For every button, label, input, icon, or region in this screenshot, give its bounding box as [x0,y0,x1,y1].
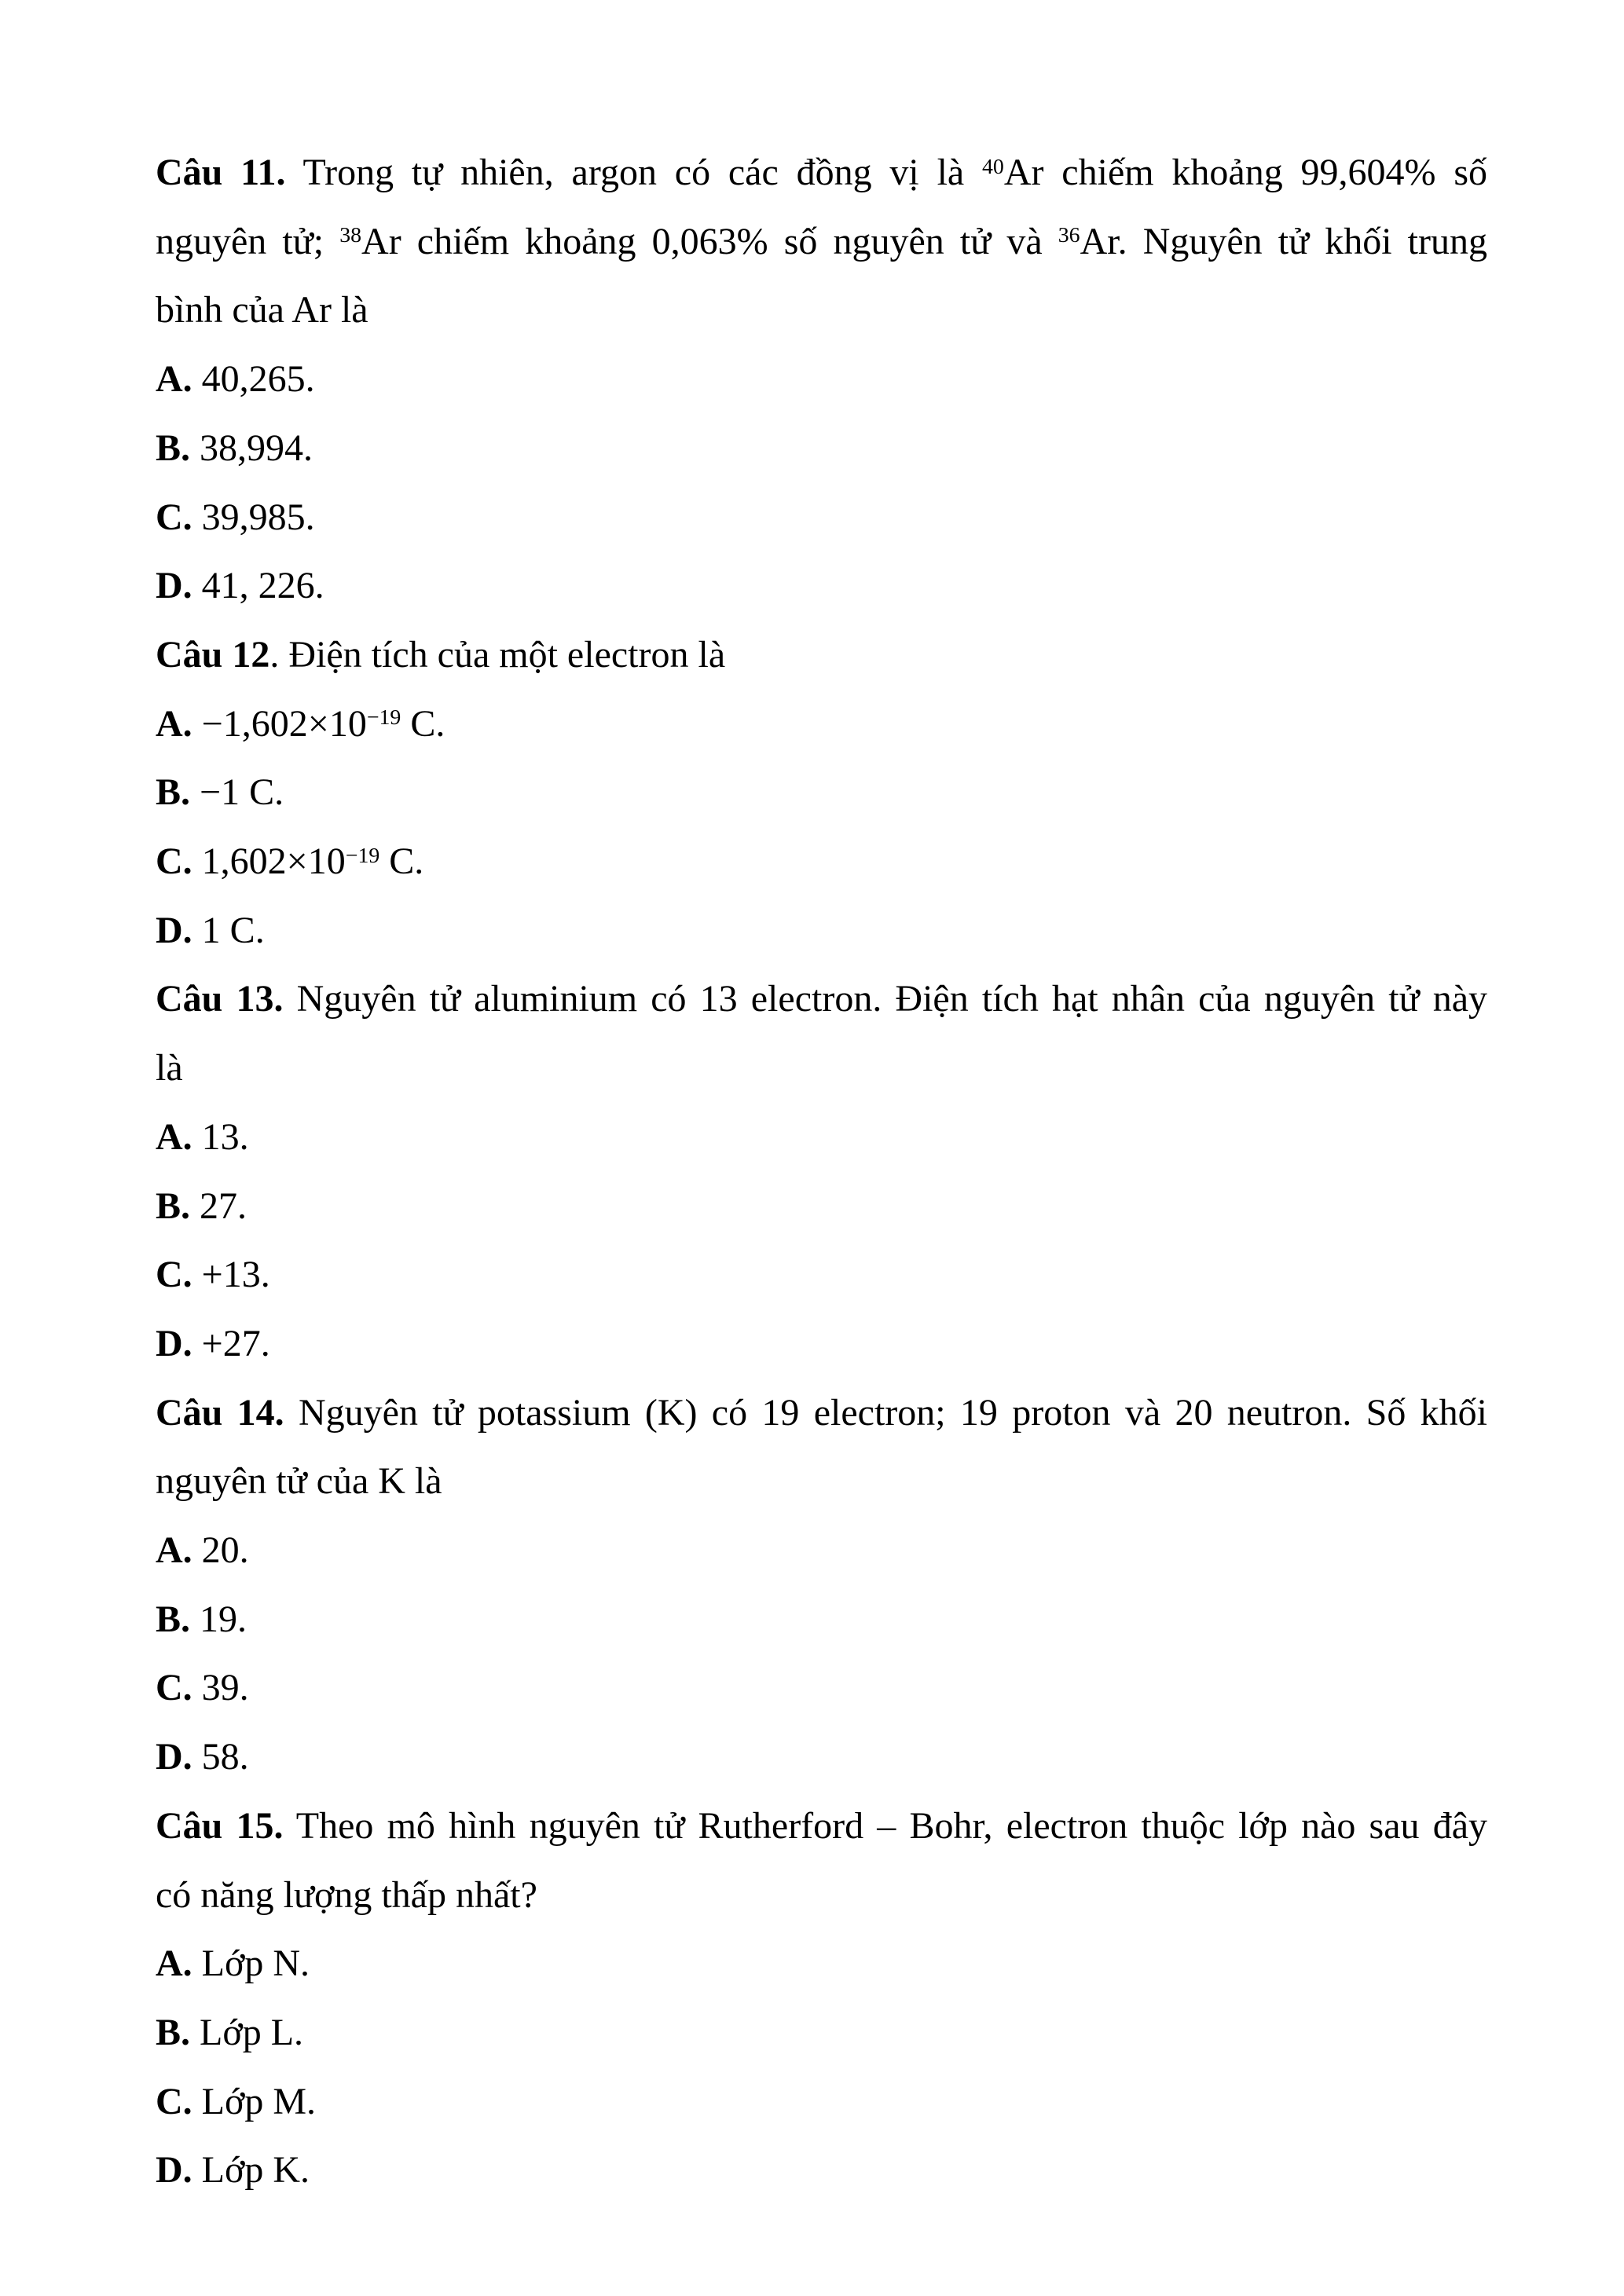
option-letter: B. [156,427,191,469]
option-letter: A. [156,358,192,401]
option-letter: C. [156,1254,192,1296]
answer-option [156,1585,1487,1654]
text-run: Lớp M. [192,2080,317,2122]
option-letter: D. [156,1322,192,1364]
question-text-line [156,1447,1487,1516]
question-15 [156,1792,1487,2205]
option-letter: A. [156,1529,192,1572]
text-run: 41, 226. [192,565,324,607]
option-letter: A. [156,1115,192,1158]
option-letter: B. [156,771,191,814]
document-body [156,138,1487,2205]
answer-option [156,1516,1487,1585]
question-text-line [156,621,1487,690]
text-run: . Điện tích của một electron là [269,633,726,676]
option-letter: A. [156,702,192,745]
answer-option [156,758,1487,827]
answer-option [156,1172,1487,1241]
option-letter: D. [156,1736,192,1778]
text-run: 19. [190,1598,247,1640]
option-letter: B. [156,1598,191,1640]
superscript: −19 [345,843,380,868]
text-run: 1 C. [192,909,265,951]
answer-option [156,1998,1487,2067]
question-label: Câu 15. [156,1804,284,1847]
text-run: nguyên tử; [156,220,340,262]
text-run: 1,602×10 [192,840,346,883]
answer-option [156,2136,1487,2205]
text-run: có năng lượng thấp nhất? [156,1873,537,1916]
option-letter: C. [156,840,192,883]
text-run: −1,602×10 [192,702,367,745]
text-run: +27. [192,1322,270,1364]
question-text-line [156,1379,1487,1448]
text-run: 39. [192,1667,249,1709]
answer-option [156,1653,1487,1723]
text-run: −1 C. [190,771,284,814]
answer-option [156,414,1487,483]
text-run: bình của Ar là [156,289,368,331]
question-text-line [156,138,1487,207]
question-text-line [156,1034,1487,1103]
text-run: 13. [192,1115,249,1158]
question-13 [156,965,1487,1378]
answer-option [156,551,1487,621]
option-letter: B. [156,1185,191,1227]
answer-option [156,1309,1487,1379]
question-11 [156,138,1487,621]
question-text-line [156,1792,1487,1861]
text-run: 27. [190,1185,247,1227]
answer-option [156,2067,1487,2137]
text-run: Lớp N. [192,1943,310,1985]
text-run: 20. [192,1529,249,1572]
answer-option [156,690,1487,759]
question-12 [156,621,1487,965]
text-run: nguyên tử của K là [156,1460,442,1503]
text-run: Lớp L. [190,2011,304,2053]
text-run: Lớp K. [192,2149,310,2192]
superscript: −19 [366,705,401,731]
answer-option [156,1103,1487,1172]
text-run: 58. [192,1736,249,1778]
text-run: C. [379,840,424,883]
answer-option [156,827,1487,896]
answer-option [156,345,1487,414]
text-run: là [156,1047,183,1089]
answer-option [156,896,1487,965]
text-run: 39,985. [192,496,315,538]
option-letter: D. [156,909,192,951]
text-run: 38,994. [190,427,313,469]
text-run: +13. [192,1254,270,1296]
option-letter: B. [156,2011,191,2053]
question-text-line [156,965,1487,1034]
option-letter: C. [156,496,192,538]
text-run: 40,265. [192,358,315,401]
option-letter: C. [156,2080,192,2122]
superscript: 38 [339,223,362,248]
text-run: Theo mô hình nguyên tử Rutherford – Bohr, electron thuộc lớp nào sau đây [283,1804,1487,1847]
text-run: Ar chiếm khoảng 99,604% số [1003,152,1487,193]
answer-option [156,1929,1487,1998]
question-text-line [156,1861,1487,1930]
superscript: 36 [1058,223,1080,248]
question-label: Câu 13. [156,978,284,1020]
answer-option [156,1723,1487,1792]
answer-option [156,483,1487,552]
text-run: Nguyên tử aluminium có 13 electron. Điện tích hạt nhân của nguyên tử này [283,978,1488,1020]
answer-option [156,1240,1487,1309]
superscript: 40 [982,154,1004,179]
option-letter: D. [156,565,192,607]
question-14 [156,1379,1487,1792]
question-label: Câu 11. [156,152,286,193]
option-letter: C. [156,1667,192,1709]
question-label: Câu 14. [156,1391,284,1434]
question-label: Câu 12 [156,633,270,676]
text-run: C. [401,702,445,745]
option-letter: A. [156,1943,192,1985]
text-run: Ar chiếm khoảng 0,063% số nguyên tử và [361,220,1058,262]
question-text-line [156,207,1487,276]
text-run: Ar. Nguyên tử khối trung [1080,220,1487,262]
text-run: Trong tự nhiên, argon có các đồng vị là [285,152,983,193]
text-run: Nguyên tử potassium (K) có 19 electron; 19 proton và 20 neutron. Số khối [284,1391,1488,1434]
option-letter: D. [156,2149,192,2192]
question-text-line [156,276,1487,345]
